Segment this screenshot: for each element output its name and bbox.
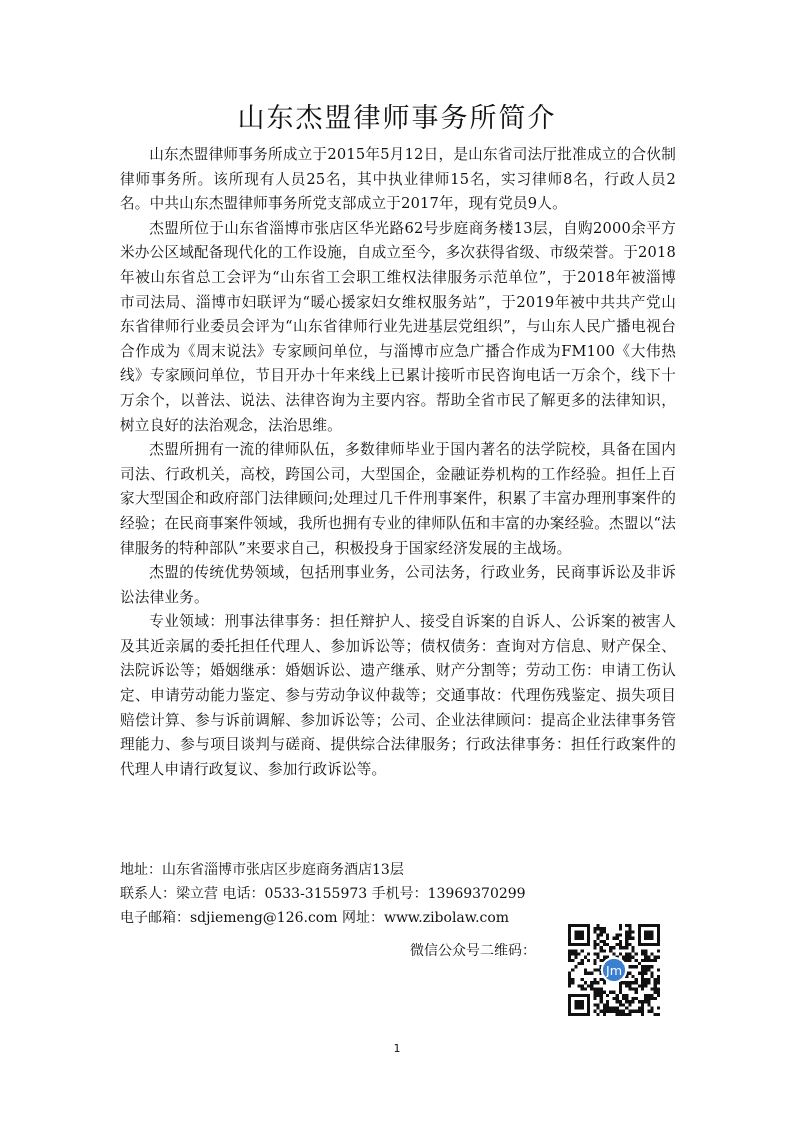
paragraph-intro: 山东杰盟律师事务所成立于2015年5月12日，是山东省司法厅批准成立的合伙制律师事务所。该所现有人员25名，其中执业律师15名，实习律师8名，行政人员2名。中共山东杰盟律师事务所党支部成立于2017年，现有党员9人。 [120,146,676,213]
paragraph-strengths: 杰盟的传统优势领域，包括刑事业务，公司法务，行政业务，民商事诉讼及非诉讼法律业务。 [120,564,676,606]
paragraph-team: 杰盟所拥有一流的律师队伍，多数律师毕业于国内著名的法学院校，具备在国内司法、行政机关，高校，跨国公司，大型国企，金融证券机构的工作经验。担任上百家大型国企和政府部门法律顾问;处理过几千件刑事案件，积累了丰富办理刑事案件的经验；在民商事案件领域，我所也拥有专业的律师队伍和丰富的办案经验。杰盟以“法律服务的特种部队”来要求自己，积极投身于国家经济发展的主战场。 [120,441,676,557]
wechat-qr-code-icon [568,924,660,1016]
email-website-line: 电子邮箱：sdjiemeng@126.com 网址：www.zibolaw.com [120,910,510,926]
contact-phone-line: 联系人：梁立营 电话：0533-3155973 手机号：13969370299 [120,886,526,902]
paragraph-location-honors: 杰盟所位于山东省淄博市张店区华光路62号步庭商务楼13层，自购2000余平方米办公区域配备现代化的工作设施，自成立至今，多次获得省级、市级荣誉。于2018年被山东省总工会评为“山东省工会职工维权法律服务示范单位”，于2018年被淄博市司法局、淄博市妇联评为“暖心援家妇女维权服务站”，于2019年被中共共产党山东省律师行业委员会评为“山东省律师行业先进基层党组织”，与山东人民广播电视台合作成为《周末说法》专家顾问单位，与淄博市应急广播合作成为FM100《大伟热线》专家顾问单位，节目开办十年来线上已累计接听市民咨询电话一万余个，线下十万余个，以普法、说法、法律咨询为主要内容。帮助全省市民了解更多的法律知识，树立良好的法治观念，法治思维。 [120,219,676,434]
qr-logo-text: Jm [605,963,623,979]
wechat-qr-label: 微信公众号二维码： [410,943,536,959]
paragraph-practice-areas: 专业领域：刑事法律事务：担任辩护人、接受自诉案的自诉人、公诉案的被害人及其近亲属的委托担任代理人、参加诉讼等；债权债务：查询对方信息、财产保全、法院诉讼等；婚姻继承：婚姻诉讼、遗产继承、财产分割等；劳动工伤：申请工伤认定、申请劳动能力鉴定、参与劳动争议仲裁等；交通事故：代理伤残鉴定、损失项目赔偿计算、参与诉前调解、参加诉讼等；公司、企业法律顾问：提高企业法律事务管理能力、参与项目谈判与磋商、提供综合法律服务；行政法律事务：担任行政案件的代理人申请行政复议、参加行政诉讼等。 [120,613,676,778]
document-body [120,143,676,782]
contact-block [120,858,580,930]
address-line: 地址：山东省淄博市张店区步庭商务酒店13层 [120,862,404,878]
page-title: 山东杰盟律师事务所简介 [237,103,557,134]
page-number: 1 [393,1042,401,1055]
